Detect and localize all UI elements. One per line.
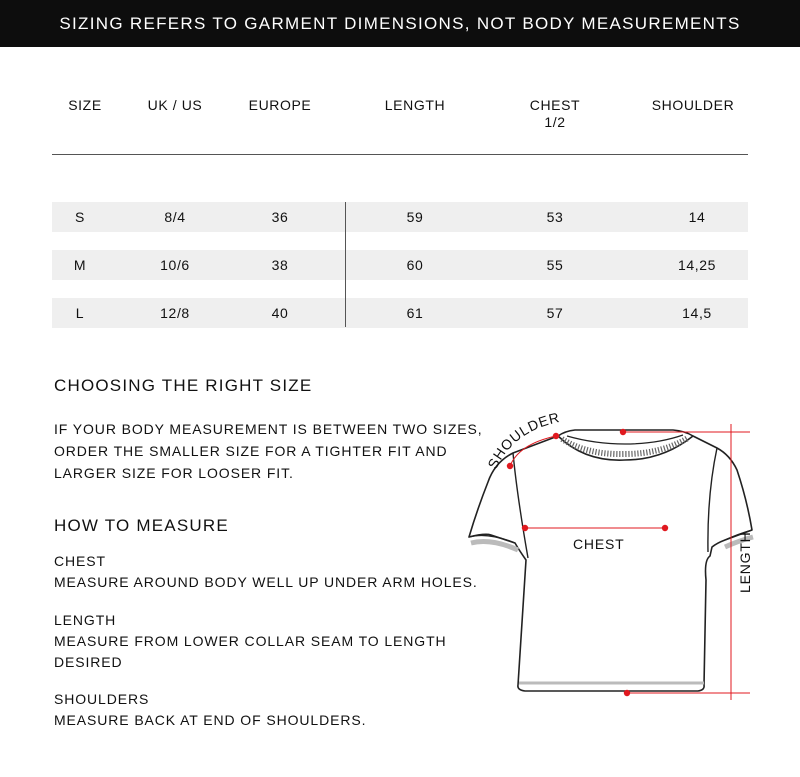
cell-chest: 53 — [546, 209, 564, 225]
cell-chest: 57 — [546, 305, 564, 321]
col-header-length: LENGTH — [384, 97, 446, 113]
chest-text: MEASURE AROUND BODY WELL UP UNDER ARM HOLES. — [54, 574, 478, 590]
tshirt-outline — [469, 430, 752, 691]
choosing-title: CHOOSING THE RIGHT SIZE — [54, 376, 313, 395]
shoulder-label: SHOULDER — [484, 409, 562, 472]
cell-size: S — [75, 209, 85, 225]
col-header-size: SIZE — [68, 97, 102, 113]
table-row — [52, 250, 748, 280]
cell-chest: 55 — [546, 257, 564, 273]
header-banner: SIZING REFERS TO GARMENT DIMENSIONS, NOT BODY MEASUREMENTS — [0, 0, 800, 47]
table-row — [52, 202, 748, 232]
cell-shoulder: 14,25 — [677, 257, 717, 273]
cell-size: M — [73, 257, 87, 273]
cell-shoulder: 14,5 — [682, 305, 712, 321]
cell-length: 60 — [406, 257, 424, 273]
length-text: MEASURE FROM LOWER COLLAR SEAM TO LENGTH — [54, 633, 447, 649]
shoulders-text: MEASURE BACK AT END OF SHOULDERS. — [54, 712, 367, 728]
length-point-top — [620, 429, 626, 435]
cell-uk-us: 8/4 — [164, 209, 186, 225]
chest-point-left — [522, 525, 528, 531]
header-divider — [52, 154, 748, 155]
chest-label: CHEST — [573, 536, 625, 552]
tshirt-diagram — [455, 400, 800, 720]
choosing-line: IF YOUR BODY MEASUREMENT IS BETWEEN TWO SIZES, — [54, 421, 483, 437]
column-divider — [345, 202, 346, 327]
shoulder-point-right — [553, 433, 559, 439]
cell-uk-us: 12/8 — [160, 305, 190, 321]
cell-europe: 36 — [271, 209, 289, 225]
cell-length: 59 — [406, 209, 424, 225]
cell-length: 61 — [406, 305, 424, 321]
cell-europe: 38 — [271, 257, 289, 273]
col-header-shoulder: SHOULDER — [651, 97, 735, 113]
col-header-uk-us: UK / US — [147, 97, 203, 113]
choosing-line: LARGER SIZE FOR LOOSER FIT. — [54, 465, 294, 481]
table-row — [52, 298, 748, 328]
col-header-europe: EUROPE — [248, 97, 312, 113]
shoulder-point-left — [507, 463, 513, 469]
how-to-measure-title: HOW TO MEASURE — [54, 516, 229, 535]
cell-size: L — [75, 305, 85, 321]
cell-europe: 40 — [271, 305, 289, 321]
length-text: DESIRED — [54, 654, 123, 670]
col-header-chest — [515, 97, 595, 131]
length-label: LENGTH — [737, 531, 753, 593]
choosing-line: ORDER THE SMALLER SIZE FOR A TIGHTER FIT AND — [54, 443, 448, 459]
col-header-chest-text: CHEST 1/2 — [529, 97, 581, 130]
chest-label: CHEST — [54, 553, 106, 569]
length-label: LENGTH — [54, 612, 117, 628]
cell-uk-us: 10/6 — [160, 257, 190, 273]
cell-shoulder: 14 — [688, 209, 706, 225]
length-point-bottom — [624, 690, 630, 696]
cuff-left-band — [471, 542, 518, 550]
shoulders-label: SHOULDERS — [54, 691, 150, 707]
chest-point-right — [662, 525, 668, 531]
